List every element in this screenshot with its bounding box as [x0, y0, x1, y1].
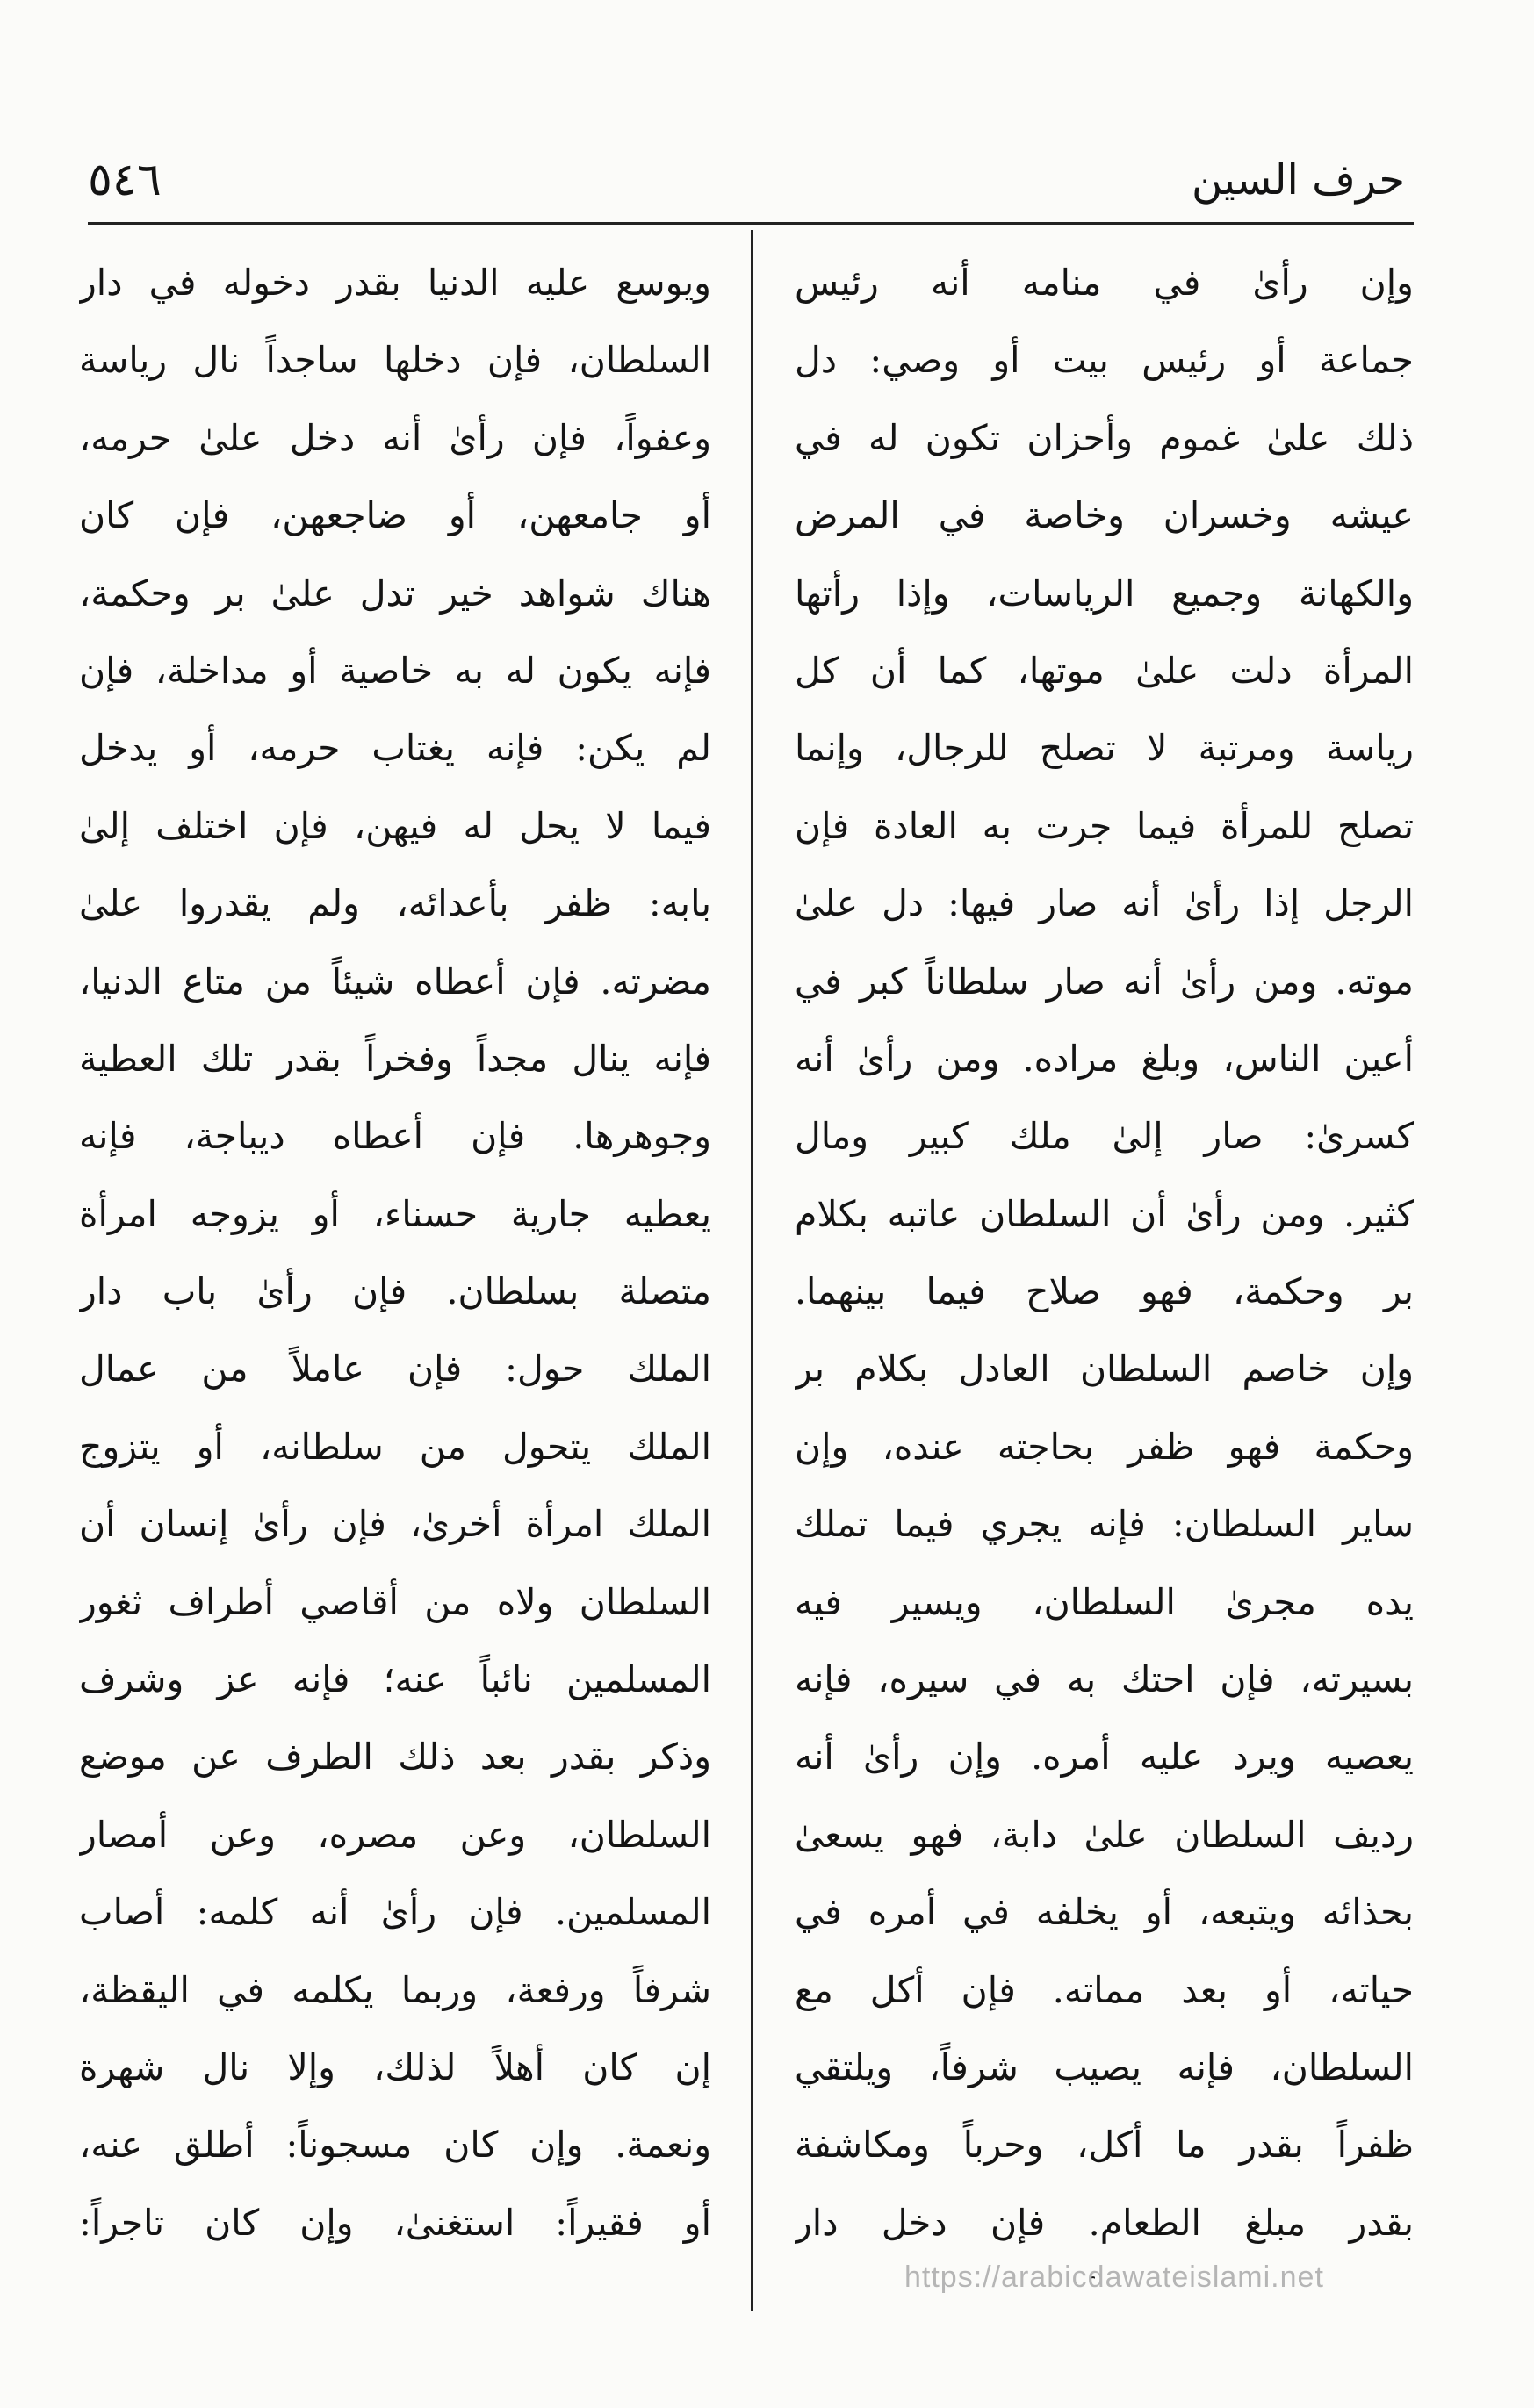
text-line: بسيرته، فإن احتك به في سيره، فإنه: [795, 1658, 1414, 1701]
text-line: وجوهرها. فإن أعطاه ديباجة، فإنه: [79, 1115, 711, 1158]
column-divider: [751, 230, 753, 2311]
text-line: السلطان، فإنه يصيب شرفاً، ويلتقي: [795, 2045, 1414, 2088]
page-header: [88, 145, 1405, 215]
text-line: جماعة أو رئيس بيت أو وصي: دل: [795, 339, 1414, 382]
page-number: ٥٤٦: [88, 154, 162, 206]
text-line: الرجل إذا رأىٰ أنه صار فيها: دل علىٰ: [795, 882, 1414, 925]
text-line: [79, 2261, 711, 2281]
text-line: كثير. ومن رأىٰ أن السلطان عاتبه بكلام: [795, 1192, 1414, 1235]
text-line: رياسة ومرتبة لا تصلح للرجال، وإنما: [795, 727, 1414, 770]
text-line: وحكمة فهو ظفر بحاجته عنده، وإن: [795, 1425, 1414, 1468]
text-line: أو فقيراً: استغنىٰ، وإن كان تاجراً:: [79, 2201, 711, 2244]
text-line: مضرته. فإن أعطاه شيئاً من متاع الدنيا،: [79, 960, 711, 1003]
text-line: يعطيه جارية حسناء، أو يزوجه امرأة: [79, 1192, 711, 1235]
text-line: بقدر مبلغ الطعام. فإن دخل دار: [795, 2201, 1414, 2244]
text-line: الملك يتحول من سلطانه، أو يتزوج: [79, 1425, 711, 1468]
text-line: بر وحكمة، فهو صلاح فيما بينهما.: [795, 1270, 1414, 1313]
text-line: أعين الناس، وبلغ مراده. ومن رأىٰ أنه: [795, 1037, 1414, 1080]
text-line: لم يكن: فإنه يغتاب حرمه، أو يدخل: [79, 727, 711, 770]
watermark-url: https://arabicdawateislami.net: [904, 2261, 1324, 2294]
text-line: رديف السلطان علىٰ دابة، فهو يسعىٰ: [795, 1813, 1414, 1856]
text-line: وعفواً، فإن رأىٰ أنه دخل علىٰ حرمه،: [79, 416, 711, 459]
text-line: وذكر بقدر بعد ذلك الطرف عن موضع: [79, 1736, 711, 1779]
text-line: متصلة بسلطان. فإن رأىٰ باب دار: [79, 1270, 711, 1313]
text-line: حياته، أو بعد مماته. فإن أكل مع: [795, 1968, 1414, 2011]
text-line: أو جامعهن، أو ضاجعهن، فإن كان: [79, 494, 711, 537]
text-line: كسرىٰ: صار إلىٰ ملك كبير ومال: [795, 1115, 1414, 1158]
text-line: السلطان، وعن مصره، وعن أمصار: [79, 1813, 711, 1856]
text-line: ذلك علىٰ غموم وأحزان تكون له في: [795, 416, 1414, 459]
text-line: بابه: ظفر بأعدائه، ولم يقدروا علىٰ: [79, 882, 711, 925]
text-line: فإنه يكون له به خاصية أو مداخلة، فإن: [79, 649, 711, 692]
text-line: موته. ومن رأىٰ أنه صار سلطاناً كبر في: [795, 960, 1414, 1003]
text-line: وإن خاصم السلطان العادل بكلام بر: [795, 1348, 1414, 1391]
text-line: ظفراً بقدر ما أكل، وحرباً ومكاشفة: [795, 2124, 1414, 2167]
text-line: الملك حول: فإن عاملاً من عمال: [79, 1348, 711, 1391]
text-line: المسلمين نائباً عنه؛ فإنه عز وشرف: [79, 1658, 711, 1701]
right-column: [795, 244, 1414, 2281]
text-line: تصلح للمرأة فيما جرت به العادة فإن: [795, 804, 1414, 847]
text-line: عيشه وخسران وخاصة في المرض: [795, 494, 1414, 537]
text-line: ساير السلطان: فإنه يجري فيما تملك: [795, 1503, 1414, 1546]
header-rule: [88, 222, 1414, 225]
running-title: حرف السين: [1192, 155, 1405, 205]
text-line: وإن رأىٰ في منامه أنه رئيس: [795, 262, 1414, 304]
text-line: شرفاً ورفعة، وربما يكلمه في اليقظة،: [79, 1968, 711, 2011]
text-line: فيما لا يحل له فيهن، فإن اختلف إلىٰ: [79, 804, 711, 847]
text-line: ونعمة. وإن كان مسجوناً: أطلق عنه،: [79, 2124, 711, 2167]
text-line: والكهانة وجميع الرياسات، وإذا رأتها: [795, 571, 1414, 615]
text-line: ويوسع عليه الدنيا بقدر دخوله في دار: [79, 262, 711, 304]
text-line: يعصيه ويرد عليه أمره. وإن رأىٰ أنه: [795, 1736, 1414, 1779]
text-line: المرأة دلت علىٰ موتها، كما أن كل: [795, 649, 1414, 692]
left-column: [79, 244, 711, 2281]
text-line: هناك شواهد خير تدل علىٰ بر وحكمة،: [79, 571, 711, 615]
text-line: الملك امرأة أخرىٰ، فإن رأىٰ إنسان أن: [79, 1503, 711, 1546]
text-line: المسلمين. فإن رأىٰ أنه كلمه: أصاب: [79, 1891, 711, 1934]
text-line: إن كان أهلاً لذلك، وإلا نال شهرة: [79, 2045, 711, 2088]
text-line: يده مجرىٰ السلطان، ويسير فيه: [795, 1580, 1414, 1623]
text-line: فإنه ينال مجداً وفخراً بقدر تلك العطية: [79, 1037, 711, 1080]
text-line: بحذائه ويتبعه، أو يخلفه في أمره في: [795, 1891, 1414, 1934]
text-line: السلطان ولاه من أقاصي أطراف ثغور: [79, 1580, 711, 1623]
text-line: السلطان، فإن دخلها ساجداً نال رياسة: [79, 339, 711, 382]
